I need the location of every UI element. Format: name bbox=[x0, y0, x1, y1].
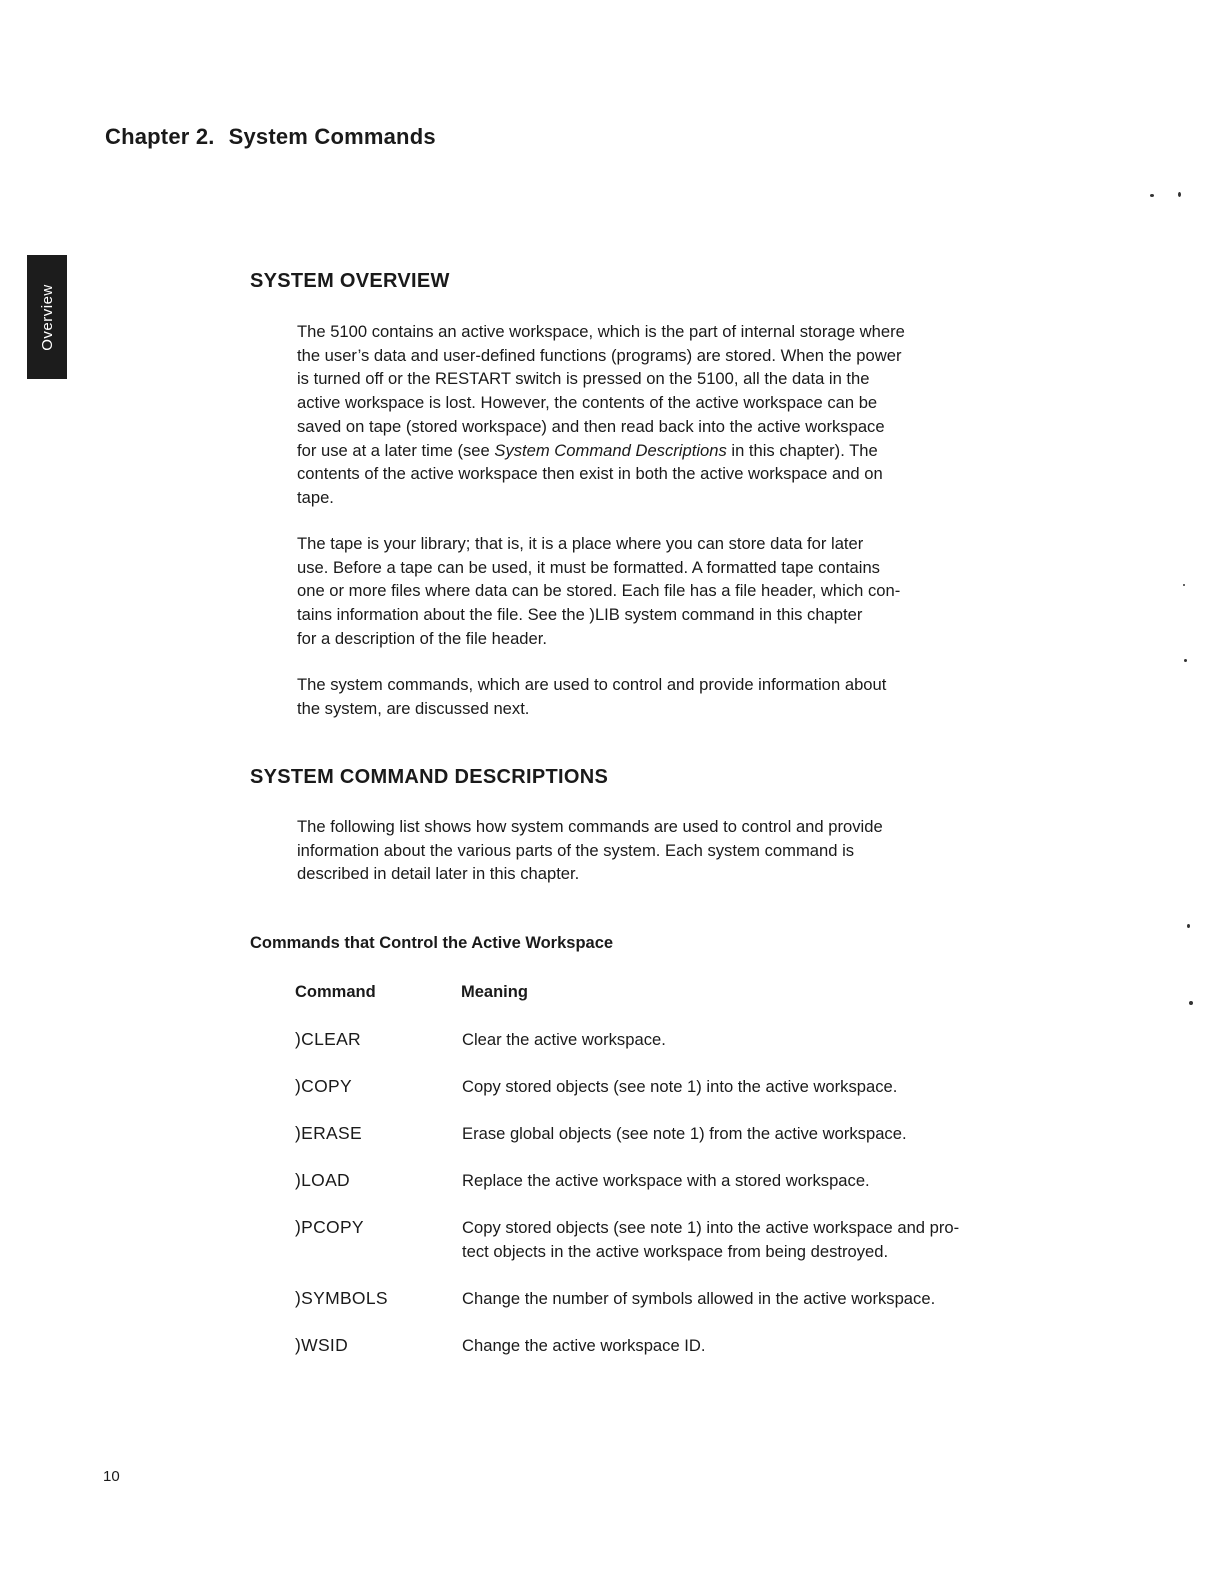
section-heading-descriptions: SYSTEM COMMAND DESCRIPTIONS bbox=[250, 766, 609, 788]
table-heading: Commands that Control the Active Workspace bbox=[250, 934, 614, 952]
cross-reference: System Command Descriptions bbox=[494, 440, 727, 460]
chapter-number: Chapter 2. bbox=[105, 124, 215, 149]
command-pcopy: )PCOPY bbox=[295, 1217, 364, 1237]
command-load: )LOAD bbox=[295, 1170, 350, 1190]
scan-speck bbox=[1189, 1001, 1193, 1005]
command-clear: )CLEAR bbox=[295, 1029, 361, 1049]
section-heading-overview: SYSTEM OVERVIEW bbox=[250, 270, 450, 292]
command-erase: )ERASE bbox=[295, 1123, 362, 1143]
text-line: Copy stored objects (see note 1) into the active workspace and pro- bbox=[462, 1218, 960, 1237]
text-line: contents of the active workspace then exist in both the active workspace and on bbox=[297, 464, 883, 484]
overview-paragraph-3 bbox=[297, 673, 997, 720]
text-line: Copy stored objects (see note 1) into the active workspace. bbox=[462, 1077, 898, 1096]
scan-speck bbox=[1184, 659, 1187, 662]
text-line bbox=[297, 439, 997, 463]
meaning-clear bbox=[462, 1028, 666, 1052]
chapter-name: System Commands bbox=[228, 124, 436, 149]
command-wsid: )WSID bbox=[295, 1335, 349, 1355]
scan-speck bbox=[1187, 924, 1190, 928]
side-tab-label: Overview bbox=[38, 283, 56, 351]
descriptions-paragraph bbox=[297, 815, 997, 886]
text-line: is turned off or the RESTART switch is pressed on the 5100, all the data in the bbox=[297, 369, 870, 389]
chapter-title bbox=[105, 124, 436, 150]
column-header-command: Command bbox=[295, 983, 376, 1001]
scan-speck bbox=[1178, 192, 1181, 197]
text-line: use. Before a tape can be used, it must be formatted. A formatted tape contains bbox=[297, 557, 880, 577]
command-copy: )COPY bbox=[295, 1076, 352, 1096]
scan-speck bbox=[1183, 584, 1185, 586]
text-line: tains information about the file. See the )LIB system command in this chapter bbox=[297, 605, 863, 625]
scan-speck bbox=[1150, 194, 1154, 197]
text-line: described in detail later in this chapter. bbox=[297, 864, 580, 884]
text-line: for a description of the file header. bbox=[297, 628, 547, 648]
text-segment: in this chapter). The bbox=[726, 440, 878, 460]
text-line: the user’s data and user-defined functions (programs) are stored. When the power bbox=[297, 345, 902, 365]
meaning-symbols bbox=[462, 1287, 935, 1311]
meaning-copy bbox=[462, 1075, 897, 1099]
text-line: information about the various parts of the system. Each system command is bbox=[297, 840, 855, 860]
command-symbols: )SYMBOLS bbox=[295, 1288, 388, 1308]
meaning-pcopy bbox=[462, 1216, 959, 1263]
page-number: 10 bbox=[103, 1468, 120, 1485]
text-line: Change the active workspace ID. bbox=[462, 1336, 706, 1355]
text-line: tect objects in the active workspace from being destroyed. bbox=[462, 1241, 889, 1261]
meaning-erase bbox=[462, 1122, 907, 1146]
side-tab-overview bbox=[27, 255, 67, 379]
text-line: Erase global objects (see note 1) from the active workspace. bbox=[462, 1124, 907, 1143]
text-line: The tape is your library; that is, it is a place where you can store data for later bbox=[297, 534, 864, 553]
text-line: tape. bbox=[297, 487, 334, 507]
overview-paragraph-2 bbox=[297, 532, 997, 651]
text-line: Change the number of symbols allowed in the active workspace. bbox=[462, 1289, 936, 1308]
text-segment: for use at a later time (see bbox=[297, 440, 495, 460]
text-line: saved on tape (stored workspace) and then read back into the active workspace bbox=[297, 416, 885, 436]
text-line: Replace the active workspace with a stored workspace. bbox=[462, 1171, 870, 1190]
column-header-meaning: Meaning bbox=[461, 983, 528, 1001]
text-line: the system, are discussed next. bbox=[297, 698, 530, 718]
text-line: active workspace is lost. However, the contents of the active workspace can be bbox=[297, 393, 878, 413]
text-line: The 5100 contains an active workspace, which is the part of internal storage where bbox=[297, 322, 905, 341]
meaning-wsid bbox=[462, 1334, 706, 1358]
text-line: Clear the active workspace. bbox=[462, 1030, 666, 1049]
text-line: The following list shows how system commands are used to control and provide bbox=[297, 817, 883, 836]
overview-paragraph-1 bbox=[297, 320, 997, 510]
text-line: The system commands, which are used to control and provide information about bbox=[297, 675, 887, 694]
text-line: one or more files where data can be stored. Each file has a file header, which con- bbox=[297, 581, 901, 601]
meaning-load bbox=[462, 1169, 870, 1193]
